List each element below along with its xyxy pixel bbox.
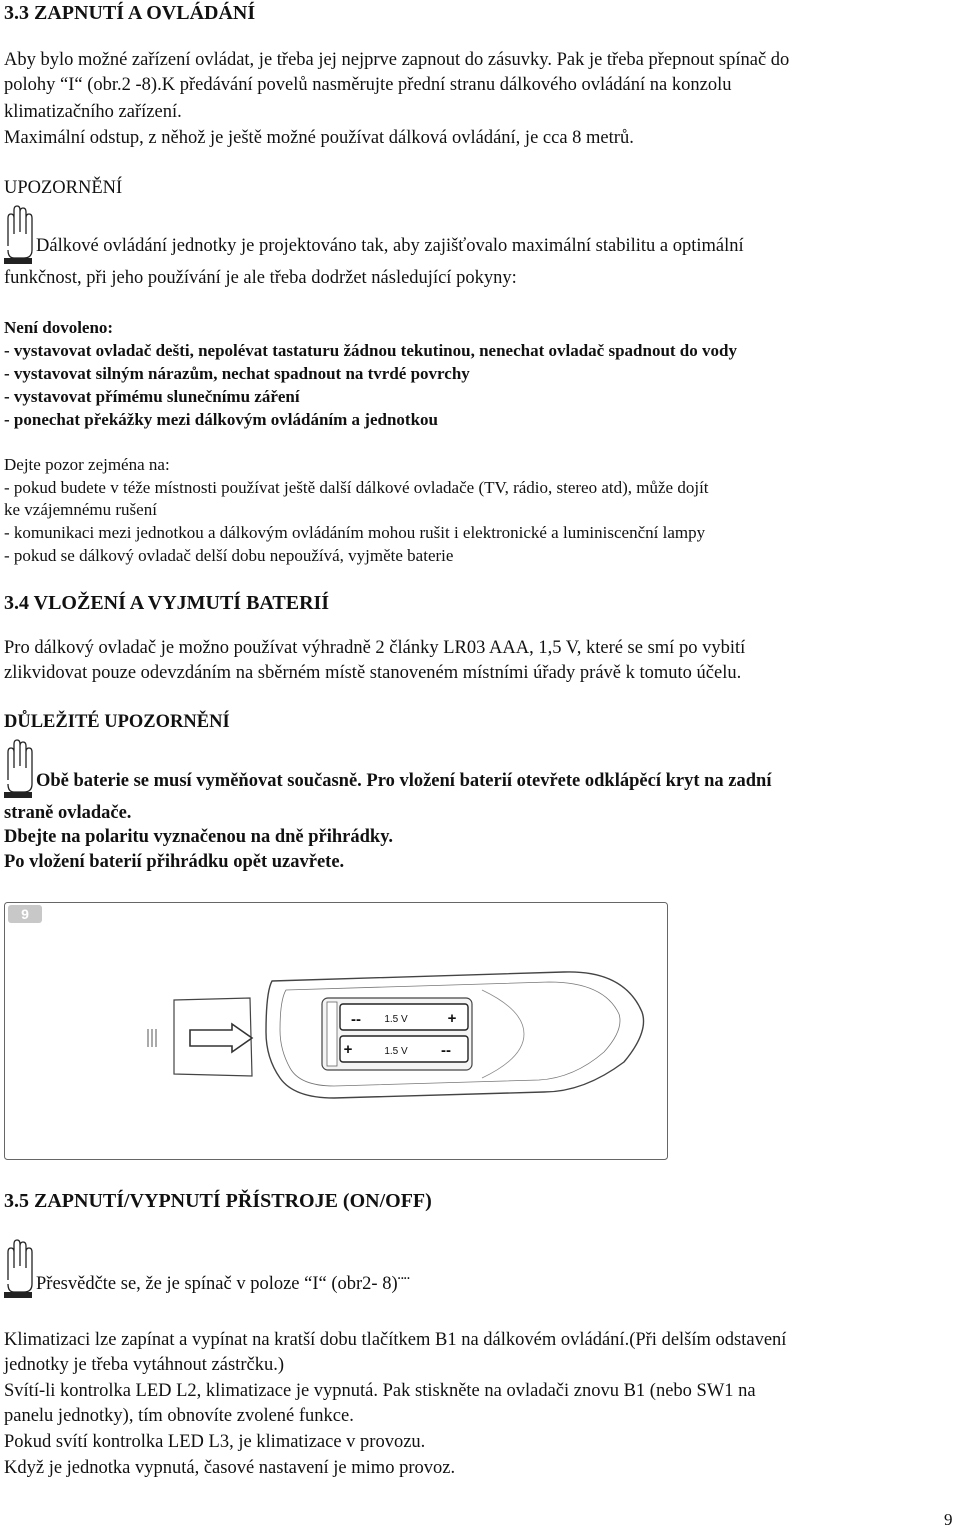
important-title: DŮLEŽITÉ UPOZORNĚNÍ	[4, 712, 230, 732]
paragraph-line: jednotky je třeba vytáhnout zástrčku.)	[4, 1355, 284, 1375]
paragraph-line: Pro dálkový ovladač je možno používat výhradně 2 články LR03 AAA, 1,5 V, které se smí po vybití	[4, 638, 746, 658]
battery-2-plus-label: +	[343, 1041, 353, 1058]
warning-title: UPOZORNĚNÍ	[4, 178, 123, 198]
paragraph-line: Když je jednotka vypnutá, časové nastavení je mimo provoz.	[4, 1458, 456, 1478]
paragraph-line: zlikvidovat pouze odevzdáním na sběrném místě stanoveném místními úřady právě k tomuto účelu.	[4, 663, 742, 683]
section-title-3-3: 3.3 ZAPNUTÍ A OVLÁDÁNÍ	[4, 2, 256, 24]
list-item: - pokud budete v téže místnosti používat ještě další dálkové ovladače (TV, rádio, stereo atd), může dojít	[4, 478, 709, 497]
list-item: - vystavovat ovladač dešti, nepolévat tastaturu žádnou tekutinou, nenechat ovladač spadnout do vody	[4, 341, 737, 360]
list-item: - vystavovat silným nárazům, nechat spadnout na tvrdé povrchy	[4, 364, 470, 383]
not-allowed-title: Není dovoleno:	[4, 318, 114, 337]
list-item: - vystavovat přímému slunečnímu záření	[4, 387, 300, 406]
paragraph-line: Klimatizaci lze zapínat a vypínat na kratší dobu tlačítkem B1 na dálkovém ovládání.(Při delším odstavení	[4, 1330, 787, 1350]
list-item: ke vzájemnému rušení	[4, 500, 157, 519]
hand-warning-icon	[2, 738, 38, 798]
list-item: - komunikaci mezi jednotkou a dálkovým ovládáním mohou rušit i elektronické a luminiscenční lampy	[4, 523, 706, 542]
paragraph-line: klimatizačního zařízení.	[4, 102, 182, 122]
attention-title: Dejte pozor zejména na:	[4, 455, 170, 474]
warning-line: funkčnost, při jeho používání je ale třeba dodržet následující pokyny:	[4, 268, 517, 288]
list-item: - ponechat překážky mezi dálkovým ovládáním a jednotkou	[4, 410, 438, 429]
hand-warning-icon	[2, 204, 38, 264]
important-line: straně ovladače.	[4, 803, 132, 823]
paragraph-line: polohy “I“ (obr.2 -8).K předávání povelů nasměrujte přední stranu dálkového ovládání na konzolu	[4, 75, 732, 95]
important-line: Obě baterie se musí vyměňovat současně. Pro vložení baterií otevřete odklápěcí kryt na zadní	[36, 771, 772, 791]
section-title-3-4: 3.4 VLOŽENÍ A VYJMUTÍ BATERIÍ	[4, 592, 330, 614]
page-number: 9	[944, 1510, 953, 1529]
hand-warning-icon	[2, 1238, 38, 1298]
battery-1-voltage-label: 1.5 V	[384, 1014, 408, 1025]
list-item: - pokud se dálkový ovladač delší dobu nepoužívá, vyjměte baterie	[4, 546, 454, 565]
figure-number: 9	[21, 906, 29, 922]
battery-2-minus-label: --	[441, 1042, 451, 1059]
section-title-3-5: 3.5 ZAPNUTÍ/VYPNUTÍ PŘÍSTROJE (ON/OFF)	[4, 1190, 432, 1212]
paragraph-line: Svítí-li kontrolka LED L2, klimatizace je vypnutá. Pak stiskněte na ovladači znovu B1 (nebo SW1 na	[4, 1381, 756, 1401]
battery-2-voltage-label: 1.5 V	[384, 1046, 408, 1057]
battery-1-minus-label: --	[351, 1011, 361, 1028]
battery-insertion-figure	[4, 902, 668, 1160]
note-line: Přesvědčte se, že je spínač v poloze “I“ (obr2- 8)¨¨	[36, 1274, 410, 1294]
important-line: Dbejte na polaritu vyznačenou na dně přihrádky.	[4, 827, 394, 847]
paragraph-line: Pokud svítí kontrolka LED L3, je klimatizace v provozu.	[4, 1432, 426, 1452]
important-line: Po vložení baterií přihrádku opět uzavřete.	[4, 852, 345, 872]
paragraph-line: Maximální odstup, z něhož je ještě možné používat dálková ovládání, je cca 8 metrů.	[4, 128, 634, 148]
paragraph-line: Aby bylo možné zařízení ovládat, je třeba jej nejprve zapnout do zásuvky. Pak je třeba přepnout spínač do	[4, 50, 790, 70]
warning-line: Dálkové ovládání jednotky je projektováno tak, aby zajišťovalo maximální stabilitu a optimální	[36, 236, 744, 256]
battery-1-plus-label: +	[447, 1010, 457, 1027]
paragraph-line: panelu jednotky), tím obnovíte zvolené funkce.	[4, 1406, 354, 1426]
